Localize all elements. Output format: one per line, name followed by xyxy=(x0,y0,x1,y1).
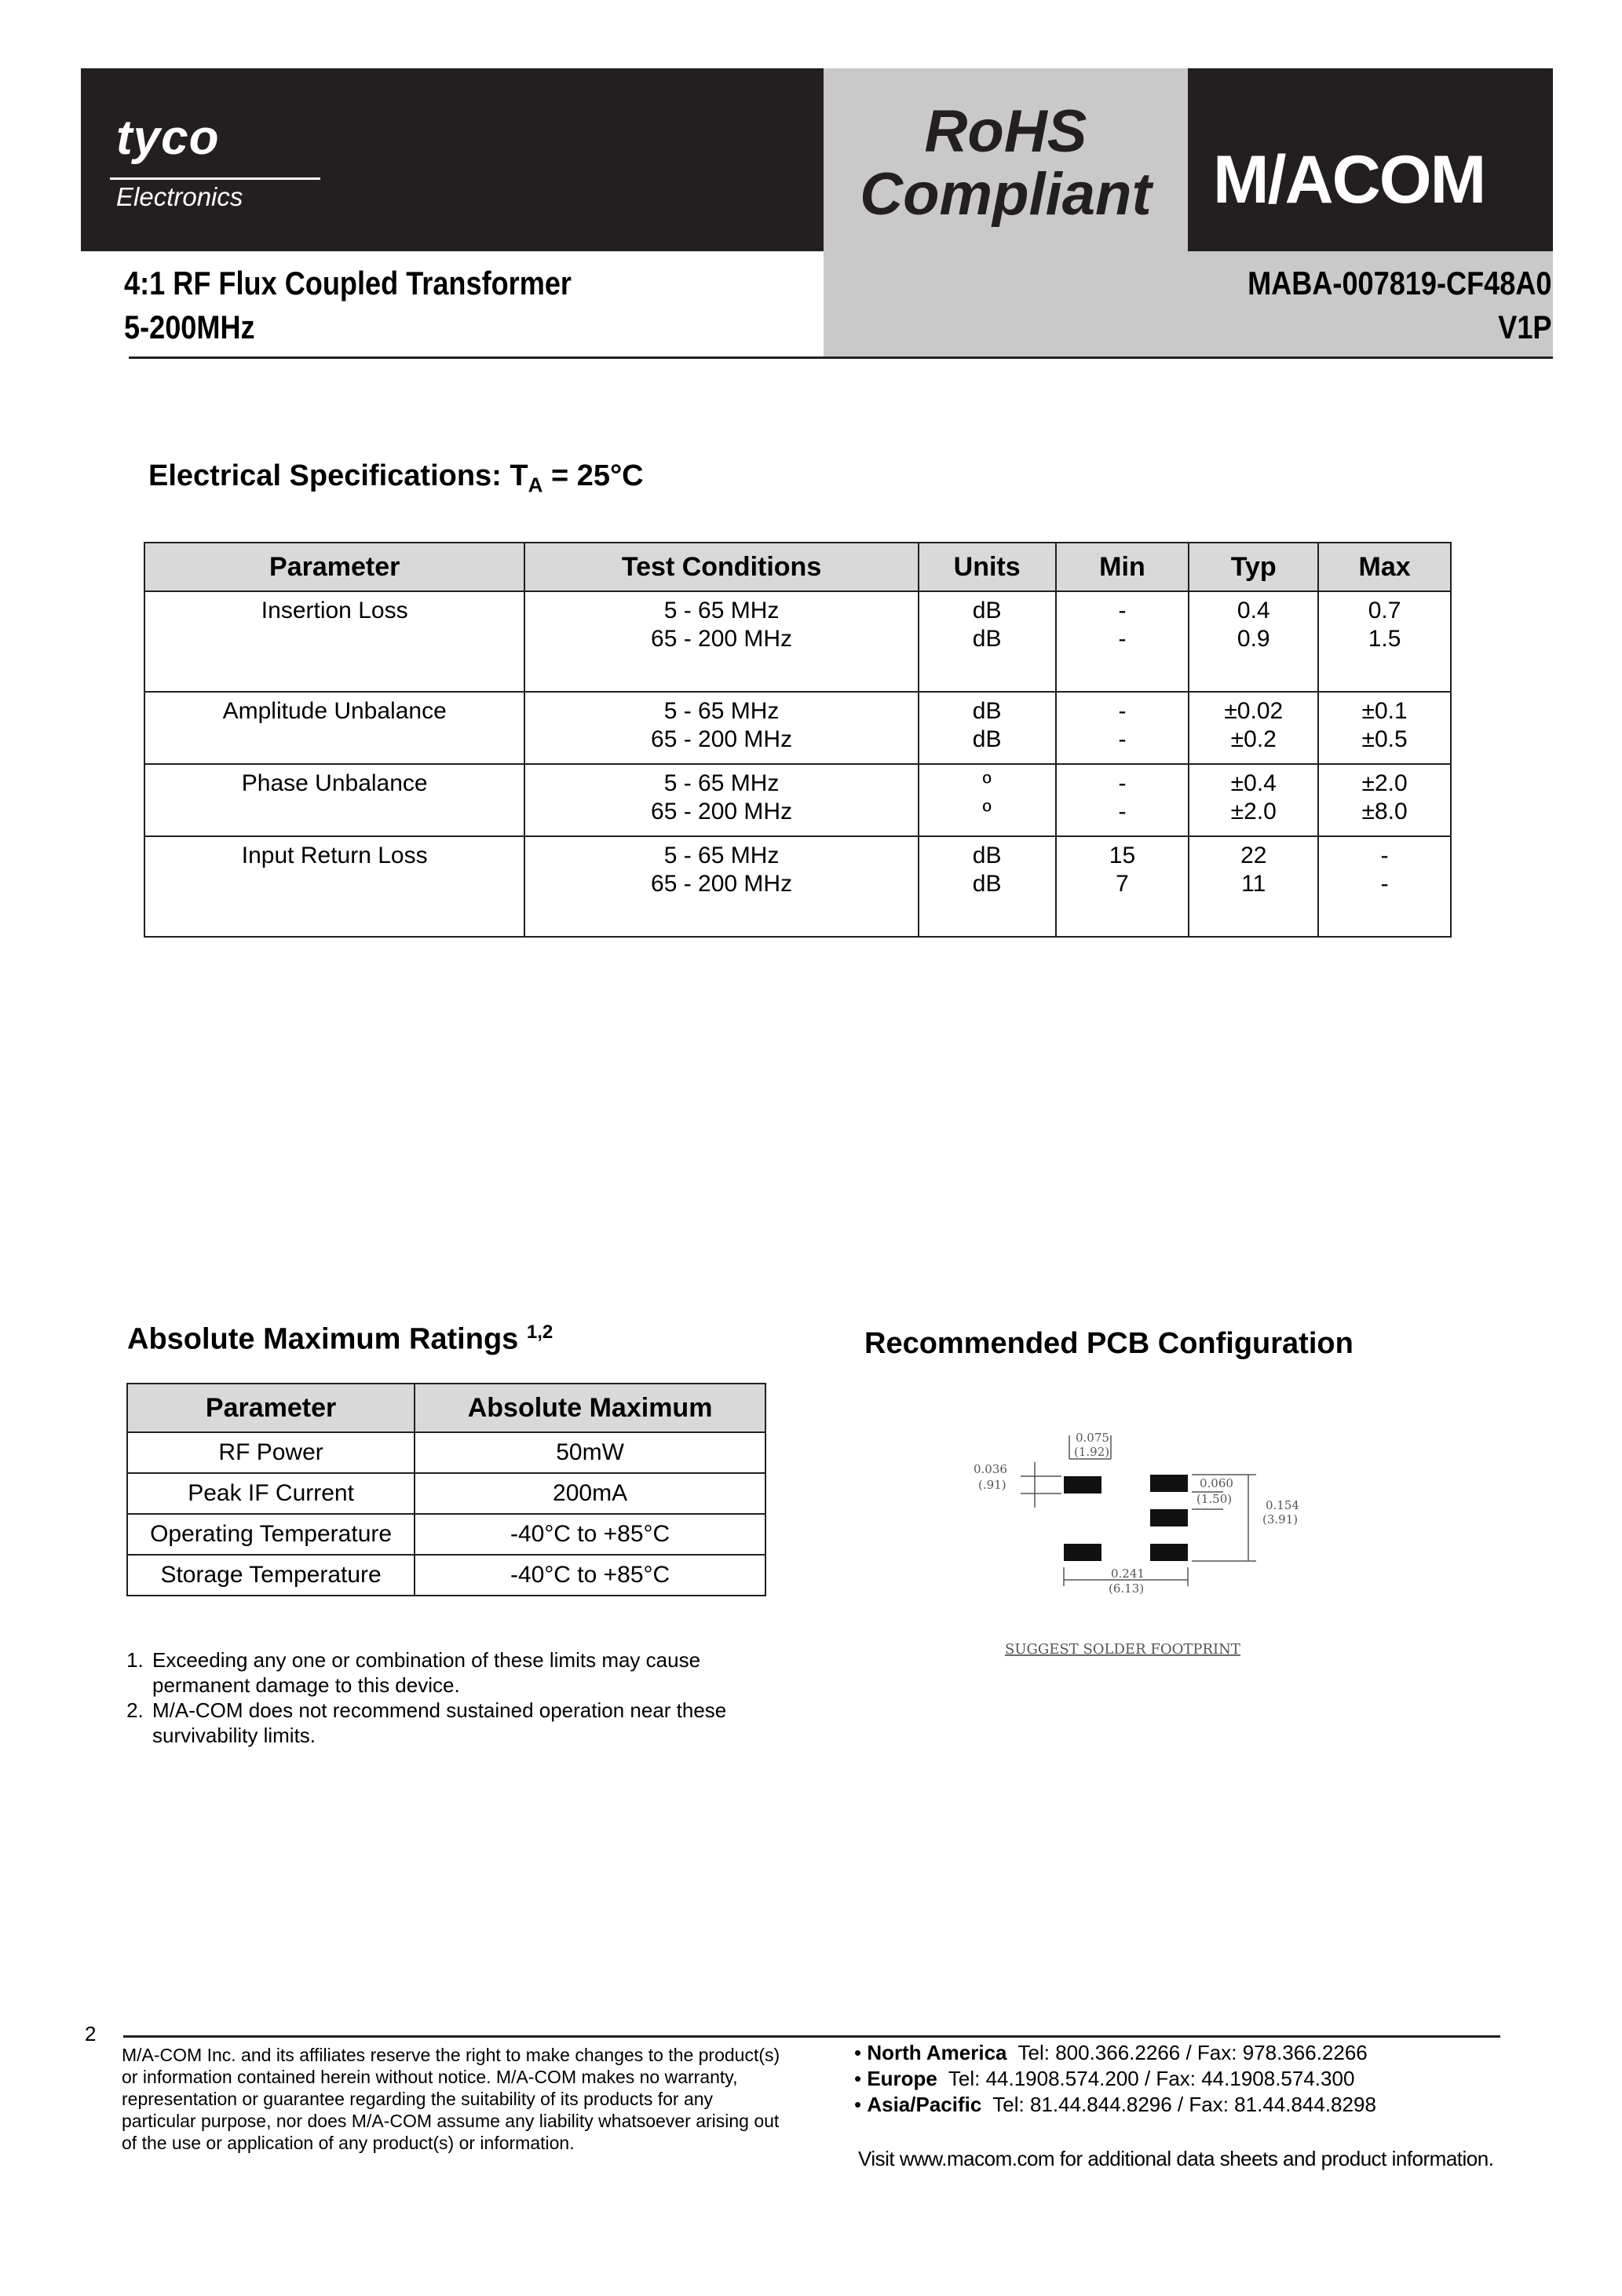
min-line: - xyxy=(1118,799,1127,824)
cell-units xyxy=(919,692,1056,764)
cell-min xyxy=(1056,692,1189,764)
typ-line: ±0.4 xyxy=(1230,770,1277,796)
elec-title-subscript: A xyxy=(528,473,543,497)
cell-units xyxy=(919,764,1056,836)
solder-pad xyxy=(1150,1475,1188,1492)
tyco-logo: tyco xyxy=(116,111,220,165)
rohs-line2: Compliant xyxy=(860,161,1152,228)
typ-line: 0.9 xyxy=(1237,626,1270,652)
dim-pad-height-mm: (.91) xyxy=(978,1478,1006,1492)
cell-min xyxy=(1056,764,1189,836)
cell-typ xyxy=(1189,836,1318,937)
cell-units xyxy=(919,591,1056,692)
dim-height: 0.154 xyxy=(1266,1498,1299,1512)
cell-value: 200mA xyxy=(415,1473,765,1514)
abs-max-notes xyxy=(118,1647,801,1748)
dim-pad-height: 0.036 xyxy=(974,1462,1007,1476)
contact-detail: Tel: 800.366.2266 / Fax: 978.366.2266 xyxy=(1017,2041,1368,2064)
cell-max xyxy=(1318,764,1451,836)
footer-divider xyxy=(123,2035,1500,2038)
cell-parameter: Peak IF Current xyxy=(127,1473,415,1514)
cell-parameter: Insertion Loss xyxy=(144,591,524,692)
typ-line: 0.4 xyxy=(1237,598,1270,623)
typ-line: ±2.0 xyxy=(1230,799,1277,824)
min-line: - xyxy=(1118,770,1127,796)
amr-title-text: Absolute Maximum Ratings xyxy=(127,1322,519,1356)
contact-region: Asia/Pacific xyxy=(867,2093,982,2116)
macom-logo: M/ACOM xyxy=(1213,142,1485,218)
cell-max xyxy=(1318,591,1451,692)
header-divider xyxy=(129,356,1553,359)
typ-line: 22 xyxy=(1240,843,1267,868)
table-row xyxy=(127,1432,765,1473)
table-row xyxy=(127,1473,765,1514)
cell-typ xyxy=(1189,692,1318,764)
table-row xyxy=(144,764,1451,836)
note-item: 2. M/A-COM does not recommend sustained operation near these survivability limits. xyxy=(149,1698,801,1748)
pcb-footprint-diagram xyxy=(926,1421,1366,1657)
contact-region: Europe xyxy=(867,2067,937,2090)
cond-line: 65 - 200 MHz xyxy=(651,871,793,897)
units-line: dB xyxy=(972,626,1002,652)
cell-parameter: Phase Unbalance xyxy=(144,764,524,836)
dim-width-mm: (6.13) xyxy=(1109,1581,1145,1596)
abs-max-ratings-table xyxy=(126,1383,766,1596)
cell-value: 50mW xyxy=(415,1432,765,1473)
table-header-row xyxy=(144,543,1451,591)
max-line: - xyxy=(1380,843,1389,868)
cond-line: 5 - 65 MHz xyxy=(663,598,780,623)
table-row xyxy=(144,836,1451,937)
cell-min xyxy=(1056,836,1189,937)
col-header: Min xyxy=(1056,543,1189,591)
table-row xyxy=(127,1555,765,1596)
visit-website-text: Visit www.macom.com for additional data sheets and product information. xyxy=(858,2147,1494,2170)
typ-line: ±0.2 xyxy=(1230,726,1277,752)
cell-min xyxy=(1056,591,1189,692)
cell-parameter: Storage Temperature xyxy=(127,1555,415,1596)
cell-parameter: Input Return Loss xyxy=(144,836,524,937)
cell-parameter: Operating Temperature xyxy=(127,1514,415,1555)
solder-pad xyxy=(1150,1544,1188,1561)
cell-value: -40°C to +85°C xyxy=(415,1555,765,1596)
dim-height-mm: (3.91) xyxy=(1262,1512,1299,1526)
cond-line: 65 - 200 MHz xyxy=(651,626,793,652)
cond-line: 5 - 65 MHz xyxy=(663,843,780,868)
col-header: Parameter xyxy=(144,543,524,591)
max-line: - xyxy=(1380,871,1389,897)
dim-pad-gap-mm: (1.50) xyxy=(1196,1492,1233,1506)
max-line: ±8.0 xyxy=(1361,799,1408,824)
dim-pad-gap: 0.060 xyxy=(1200,1476,1233,1490)
contact-list xyxy=(854,2040,1561,2118)
solder-pad xyxy=(1064,1476,1101,1493)
units-line: º xyxy=(982,770,992,796)
min-line: 7 xyxy=(1116,871,1129,897)
contact-detail: Tel: 44.1908.574.200 / Fax: 44.1908.574.300 xyxy=(948,2067,1355,2090)
version: V1P xyxy=(1497,309,1551,345)
title-line2: 5-200MHz xyxy=(124,309,255,345)
cond-line: 5 - 65 MHz xyxy=(663,698,780,724)
rohs-compliant-badge xyxy=(824,98,1188,228)
cell-parameter: RF Power xyxy=(127,1432,415,1473)
footprint-caption: SUGGEST SOLDER FOOTPRINT xyxy=(1005,1641,1240,1657)
amr-title-superscript: 1,2 xyxy=(526,1322,553,1343)
title-line1: 4:1 RF Flux Coupled Transformer xyxy=(124,265,572,302)
col-header: Parameter xyxy=(127,1384,415,1432)
contact-detail: Tel: 81.44.844.8296 / Fax: 81.44.844.8298 xyxy=(992,2093,1376,2116)
max-line: ±2.0 xyxy=(1361,770,1408,796)
units-line: dB xyxy=(972,726,1002,752)
contact-item: • Asia/Pacific Tel: 81.44.844.8296 / Fax: 81.44.844.8298 xyxy=(854,2093,1376,2116)
contact-region: North America xyxy=(867,2041,1007,2064)
cell-value: -40°C to +85°C xyxy=(415,1514,765,1555)
elec-title-suffix: = 25°C xyxy=(542,459,644,492)
table-header-row xyxy=(127,1384,765,1432)
cell-units xyxy=(919,836,1056,937)
min-line: - xyxy=(1118,726,1127,752)
table-row xyxy=(144,591,1451,692)
part-number: MABA-007819-CF48A0 xyxy=(1247,265,1551,302)
rohs-line1: RoHS xyxy=(924,98,1087,165)
min-line: 15 xyxy=(1109,843,1136,868)
col-header: Typ xyxy=(1189,543,1318,591)
document-title xyxy=(124,261,572,349)
min-line: - xyxy=(1118,598,1127,623)
cond-line: 65 - 200 MHz xyxy=(651,799,793,824)
typ-line: 11 xyxy=(1241,871,1266,897)
cell-conditions xyxy=(524,591,918,692)
min-line: - xyxy=(1118,626,1127,652)
electrical-specs-title xyxy=(148,459,644,498)
max-line: ±0.1 xyxy=(1361,698,1408,724)
dim-width: 0.241 xyxy=(1111,1567,1145,1581)
cell-parameter: Amplitude Unbalance xyxy=(144,692,524,764)
tyco-logo-rule xyxy=(110,177,320,180)
note-item: 1. Exceeding any one or combination of these limits may cause permanent damage to this device. xyxy=(149,1647,801,1698)
units-line: dB xyxy=(972,698,1002,724)
tyco-logo-subtitle: Electronics xyxy=(116,182,243,211)
elec-title-prefix: Electrical Specifications: T xyxy=(148,459,528,492)
col-header: Max xyxy=(1318,543,1451,591)
pcb-config-title: Recommended PCB Configuration xyxy=(864,1327,1353,1360)
solder-pad xyxy=(1150,1509,1188,1526)
cell-conditions xyxy=(524,692,918,764)
units-line: dB xyxy=(972,871,1002,897)
cell-conditions xyxy=(524,836,918,937)
contact-item: • North America Tel: 800.366.2266 / Fax: 978.366.2266 xyxy=(854,2041,1368,2064)
part-number-block xyxy=(1248,261,1551,349)
cell-max xyxy=(1318,836,1451,937)
col-header: Absolute Maximum xyxy=(415,1384,765,1432)
cond-line: 65 - 200 MHz xyxy=(651,726,793,752)
table-row xyxy=(144,692,1451,764)
cell-conditions xyxy=(524,764,918,836)
max-line: ±0.5 xyxy=(1361,726,1408,752)
units-line: º xyxy=(982,799,992,824)
solder-pad xyxy=(1064,1544,1101,1561)
footer-disclaimer: M/A-COM Inc. and its affiliates reserve the right to make changes to the product(s) or information contained herein without notice. M/A-COM makes no warranty, representation or guarantee regarding the suitability of its products for any particular purpose, nor does M/A-COM assume any liability whatsoever arising out of the use or application of any product(s) or information. xyxy=(122,2045,780,2153)
units-line: dB xyxy=(972,598,1002,623)
min-line: - xyxy=(1118,698,1127,724)
col-header: Units xyxy=(919,543,1056,591)
cell-max xyxy=(1318,692,1451,764)
col-header: Test Conditions xyxy=(524,543,918,591)
table-row xyxy=(127,1514,765,1555)
contact-item: • Europe Tel: 44.1908.574.200 / Fax: 44.1908.574.300 xyxy=(854,2067,1355,2090)
cell-typ xyxy=(1189,764,1318,836)
cell-typ xyxy=(1189,591,1318,692)
page-number: 2 xyxy=(85,2022,97,2046)
cond-line: 5 - 65 MHz xyxy=(663,770,780,796)
dim-pitch-mm: (1.92) xyxy=(1074,1445,1110,1459)
dim-pitch: 0.075 xyxy=(1076,1431,1109,1445)
max-line: 0.7 xyxy=(1368,598,1401,623)
typ-line: ±0.02 xyxy=(1224,698,1284,724)
units-line: dB xyxy=(972,843,1002,868)
max-line: 1.5 xyxy=(1368,626,1401,652)
abs-max-ratings-title xyxy=(127,1322,553,1357)
electrical-specs-table xyxy=(144,542,1452,938)
